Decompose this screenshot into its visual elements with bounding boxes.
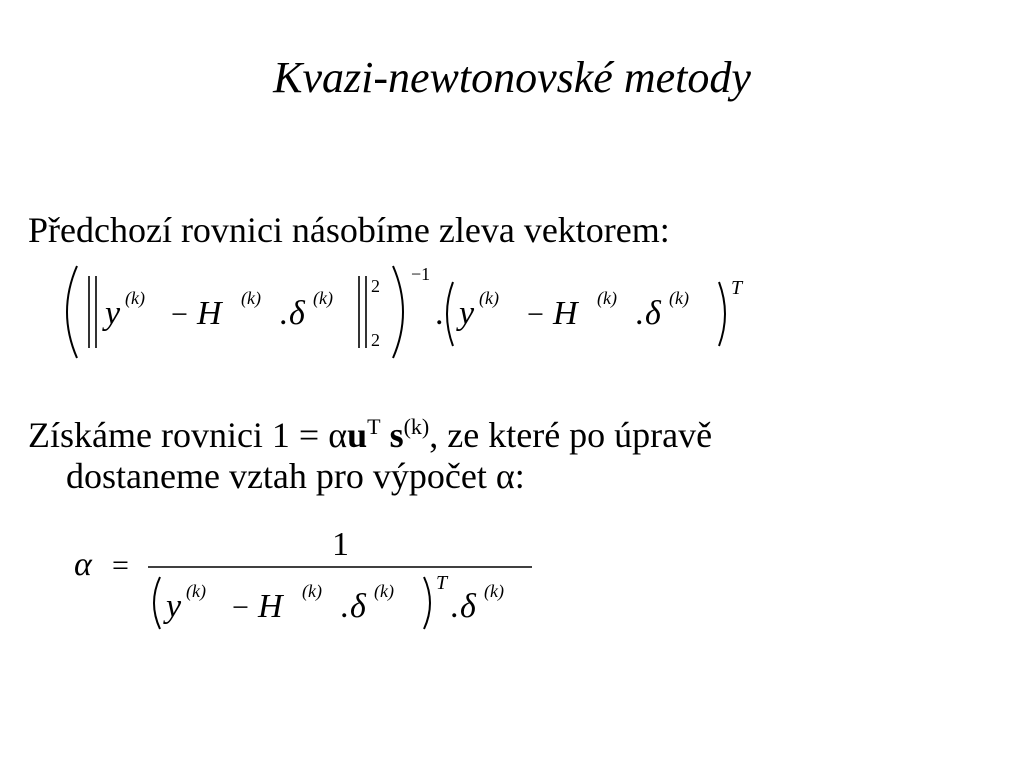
eq1-delta-2-sup: (k) <box>669 288 689 308</box>
eq1-norm-sup: 2 <box>371 276 380 296</box>
eq1-H-sup: (k) <box>241 288 261 308</box>
eq2-delta-2: δ <box>460 588 476 625</box>
p2-u: u <box>347 415 368 455</box>
paragraph-1: Předchozí rovnici násobíme zleva vektorem: <box>28 210 670 250</box>
equation-2 <box>70 525 550 640</box>
eq1-y-2: y <box>459 295 475 332</box>
paragraph-2 <box>28 405 712 457</box>
left-paren-2 <box>447 282 453 346</box>
eq2-right-paren <box>424 577 430 629</box>
eq2-dot-2: . <box>450 588 459 625</box>
right-paren-outer <box>393 266 403 358</box>
eq2-delta: δ <box>350 588 366 625</box>
eq2-delta-2-sup: (k) <box>484 581 504 601</box>
eq2-y-sup: (k) <box>186 581 206 601</box>
eq1-delta-sup: (k) <box>313 288 333 308</box>
right-paren-2 <box>719 282 725 346</box>
eq1-delta-2: δ <box>645 295 661 332</box>
eq2-transpose: T <box>436 572 448 594</box>
p2-k: (k) <box>403 414 430 439</box>
paragraph-2-continued: dostaneme vztah pro výpočet α: <box>66 456 525 496</box>
eq2-dot-1: . <box>340 588 349 625</box>
eq2-left-paren <box>154 577 160 629</box>
eq1-y: y <box>105 295 121 332</box>
left-paren-outer <box>67 266 77 358</box>
p2-after: , ze které po úpravě <box>429 415 713 455</box>
eq1-dot-2: . <box>435 295 444 332</box>
eq2-y: y <box>166 588 182 625</box>
eq1-y-sup: (k) <box>125 288 145 308</box>
eq1-delta: δ <box>289 295 305 332</box>
eq2-numerator: 1 <box>332 526 349 563</box>
p2-T: T <box>367 414 381 439</box>
eq1-minus-2: − <box>527 298 544 331</box>
eq1-inverse-sup: −1 <box>411 264 431 284</box>
eq1-transpose: T <box>731 277 743 299</box>
eq1-H-2-sup: (k) <box>597 288 617 308</box>
eq2-delta-sup: (k) <box>374 581 394 601</box>
eq2-alpha: α <box>74 546 92 583</box>
eq1-y-2-sup: (k) <box>479 288 499 308</box>
eq2-H-sup: (k) <box>302 581 322 601</box>
eq2-equals: = <box>112 549 129 582</box>
p2-alpha: α <box>328 415 348 455</box>
eq1-minus-1: − <box>171 298 188 331</box>
equation-1 <box>55 262 775 362</box>
eq1-norm-sub: 2 <box>371 330 380 350</box>
eq1-dot-1: . <box>279 295 288 332</box>
eq2-minus: − <box>232 591 249 624</box>
eq1-H: H <box>197 295 222 332</box>
slide-title: Kvazi-newtonovské metody <box>273 53 751 102</box>
eq2-H: H <box>258 588 283 625</box>
eq1-H-2: H <box>553 295 578 332</box>
p2-before: Získáme rovnici 1 = <box>28 415 329 455</box>
p2-s: s <box>389 415 404 455</box>
eq1-dot-3: . <box>635 295 644 332</box>
